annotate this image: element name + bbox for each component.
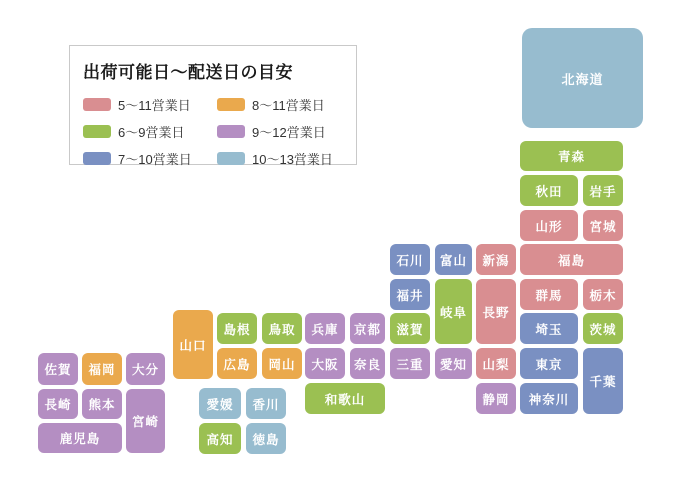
tile-shimane: 島根 [217, 313, 257, 344]
tile-shiga: 滋賀 [390, 313, 430, 344]
legend-item-label: 5〜11営業日 [118, 98, 191, 113]
legend-item [83, 122, 217, 141]
tile-saga: 佐賀 [38, 353, 78, 385]
tile-miyagi: 宮城 [583, 210, 623, 241]
tile-hiroshima: 広島 [217, 348, 257, 379]
tile-iwate: 岩手 [583, 175, 623, 206]
tile-oita: 大分 [126, 353, 165, 385]
legend-items [83, 95, 356, 168]
tile-hyogo: 兵庫 [305, 313, 345, 344]
tile-nagasaki: 長崎 [38, 389, 78, 419]
purple-swatch [217, 125, 245, 138]
tile-tokushima: 徳島 [246, 423, 286, 454]
tile-nagano: 長野 [476, 279, 516, 344]
legend-title: 出荷可能日〜配送日の目安 [83, 63, 293, 82]
tile-miyazaki: 宮崎 [126, 389, 165, 453]
tile-osaka: 大阪 [305, 348, 345, 379]
tile-aomori: 青森 [520, 141, 623, 171]
tile-kyoto: 京都 [350, 313, 385, 344]
tile-nara: 奈良 [350, 348, 385, 379]
tile-fukui: 福井 [390, 279, 430, 310]
legend-box [69, 45, 357, 165]
tile-akita: 秋田 [520, 175, 578, 206]
tile-kagawa: 香川 [246, 388, 286, 419]
tile-fukushima: 福島 [520, 244, 623, 275]
tile-kanagawa: 神奈川 [520, 383, 578, 414]
tile-shizuoka: 静岡 [476, 383, 516, 414]
tile-tokyo: 東京 [520, 348, 578, 379]
lightblue-swatch [217, 152, 245, 165]
tile-gunma: 群馬 [520, 279, 578, 310]
legend-item [217, 149, 356, 168]
tile-gifu: 岐阜 [435, 279, 472, 344]
tile-ishikawa: 石川 [390, 244, 430, 275]
tile-wakayama: 和歌山 [305, 383, 385, 414]
tile-kagoshima: 鹿児島 [38, 423, 122, 453]
blue-swatch [83, 152, 111, 165]
tile-tottori: 鳥取 [262, 313, 302, 344]
tile-toyama: 富山 [435, 244, 472, 275]
legend-item [83, 149, 217, 168]
green-swatch [83, 125, 111, 138]
tile-hokkaido: 北海道 [522, 28, 643, 128]
tile-kochi: 高知 [199, 423, 241, 454]
tile-yamaguchi: 山口 [173, 310, 213, 379]
pink-swatch [83, 98, 111, 111]
tile-okayama: 岡山 [262, 348, 302, 379]
orange-swatch [217, 98, 245, 111]
legend-item [217, 95, 356, 114]
tile-yamanashi: 山梨 [476, 348, 516, 379]
tile-yamagata: 山形 [520, 210, 578, 241]
legend-item-label: 8〜11営業日 [252, 98, 325, 113]
tile-saitama: 埼玉 [520, 313, 578, 344]
tile-mie: 三重 [390, 348, 430, 379]
tile-kumamoto: 熊本 [82, 389, 122, 419]
tile-tochigi: 栃木 [583, 279, 623, 310]
legend-item-label: 7〜10営業日 [118, 152, 192, 167]
tile-niigata: 新潟 [476, 244, 516, 275]
legend-item [217, 122, 356, 141]
tile-fukuoka: 福岡 [82, 353, 122, 385]
legend-item [83, 95, 217, 114]
tile-ibaraki: 茨城 [583, 313, 623, 344]
legend-item-label: 10〜13営業日 [252, 152, 333, 167]
tile-chiba: 千葉 [583, 348, 623, 414]
legend-item-label: 9〜12営業日 [252, 125, 326, 140]
tile-aichi: 愛知 [435, 348, 472, 379]
tile-ehime: 愛媛 [199, 388, 241, 419]
legend-item-label: 6〜9営業日 [118, 125, 185, 140]
